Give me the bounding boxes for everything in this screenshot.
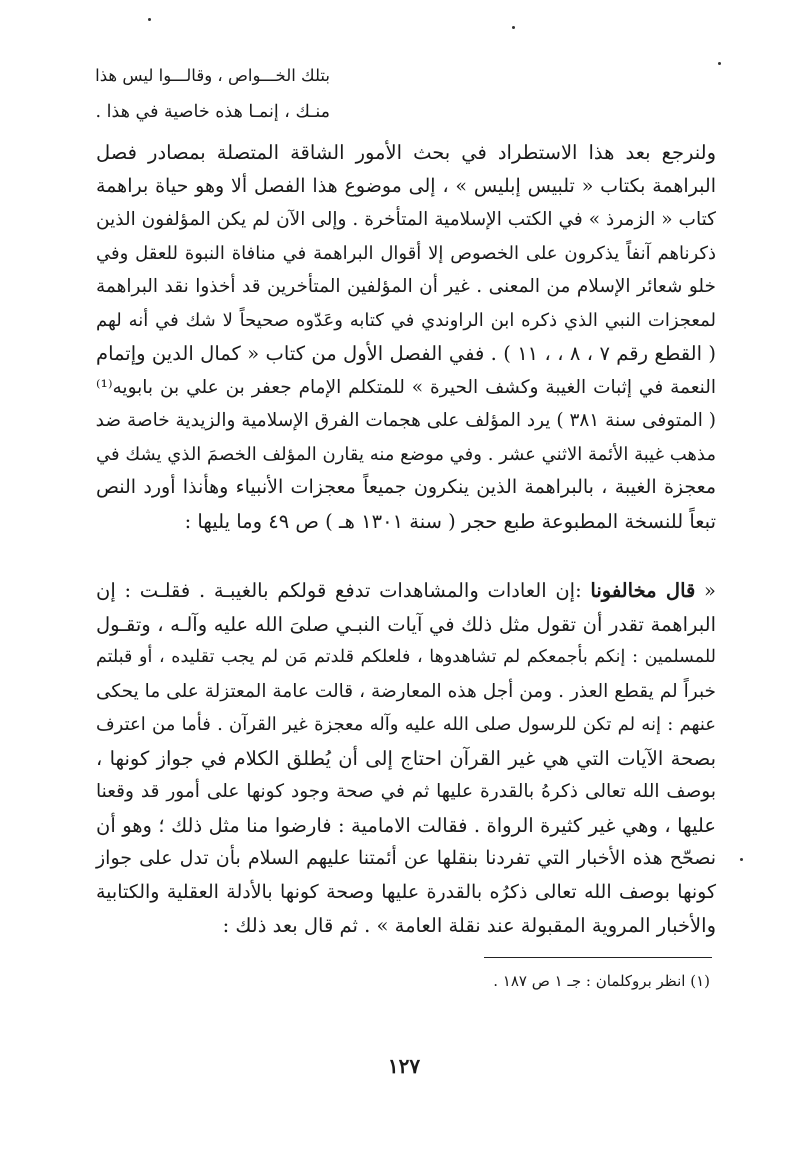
text-line: كونها بوصف الله تعالى ذكرُه بالقدرة عليها وصحة كونها بالأدلة العقلية والكتابية xyxy=(96,880,716,903)
footnote: (١) انظر بروكلمان : جـ ١ ص ١٨٧ . xyxy=(493,972,710,990)
text-line: والأخبار المروية المقبولة عند نقلة العامة » . ثم قال بعد ذلك : xyxy=(222,914,716,937)
text-line: للمسلمين : إنكم بأجمعكم لم تشاهدوها ، فلعلكم قلدتم مَن لم يجب تقليده ، أو قبلتم xyxy=(96,647,716,667)
text-line: بوصف الله تعالى ذكرهُ بالقدرة عليها ثم في صحة وجود كونها على أمور قد وقعنا xyxy=(96,781,716,802)
paragraph-1 xyxy=(96,136,716,538)
text-line: تبعاً للنسخة المطبوعة طبع حجر ( سنة ١٣٠١ هـ ) ص ٤٩ وما يليها : xyxy=(184,509,716,533)
text-line: معجزة الغيبة ، بالبراهمة الذين ينكرون جميعاً معجزات الأنبياء وهأنذا أورد النص xyxy=(96,476,716,498)
quote-first-line: :إن العادات والمشاهدات تدفع قولكم بالغيبـة . فقلـت : إن xyxy=(96,579,582,602)
text-line: نصحّح هذه الأخبار التي تفردنا بنقلها عن أئمتنا عليهم السلام بأن تدل على جواز xyxy=(96,847,716,869)
text-line: ( المتوفى سنة ٣٨١ ) يرد المؤلف على هجمات الفرق الإسلامية والزيدية خاصة ضد xyxy=(95,410,716,431)
text-line: عليها ، وهي غير كثيرة الرواة . فقالت الامامية : فارضوا منا مثل ذلك ؛ وهو أن xyxy=(96,813,716,837)
page-number: ١٢٧ xyxy=(387,1054,421,1078)
text-line: النعمة في إثبات الغيبة وكشف الحيرة » للمتكلم الإمام جعفر بن علي بن بابويه⁽¹⁾ xyxy=(96,376,716,398)
text-line: بصحة الآيات التي هي غير القرآن احتاج إلى أن يُطلق الكلام في جواز كونها ، xyxy=(96,746,716,770)
text-line: مذهب غيبة الأئمة الاثني عشر . وفي موضع منه يقارن المؤلف الخصمَ الذي يشك في xyxy=(96,443,716,465)
text-line: البراهمة بكتاب « تلبيس إبليس » ، إلى موضوع هذا الفصل ألا وهو حياة براهمة xyxy=(96,174,716,197)
footnote-separator xyxy=(484,957,712,958)
text-line: لمعجزات النبي الذي ذكره ابن الراوندي في كتابه وعَدّوه صحيحاً لا شك في أنه لهم xyxy=(96,309,716,331)
print-speck xyxy=(740,858,743,861)
text-line: ولنرجع بعد هذا الاستطراد في بحث الأمور الشاقة المتصلة بمصادر فصل xyxy=(96,141,716,164)
print-speck xyxy=(512,26,515,29)
verse-line-2: منـك ، إنمـا هذه خاصية في هذا . xyxy=(95,102,330,122)
quote-lead: قال مخالفونا xyxy=(590,579,696,602)
print-speck xyxy=(718,62,721,65)
text-line: البراهمة تقدر أن تقول مثل ذلك في آيات النبـي صلىَ الله عليه وآلـه ، وتقـول xyxy=(96,612,716,636)
paragraph-2-quotation xyxy=(96,574,716,943)
print-speck xyxy=(148,18,151,21)
text-line: خلو شعائر الإسلام من المعنى . غير أن المؤلفين المتأخرين قد أخذوا نقد البراهمة xyxy=(96,276,716,297)
verse-block xyxy=(90,58,330,130)
text-line: ذكرناهم آنفاً يذكرون على الخصوص إلا أقوال البراهمة في منافاة النبوة للعقل وفي xyxy=(96,242,716,264)
text-line: ( القطع رقم ٧ ، ٨ ، ، ١١ ) . ففي الفصل الأول من كتاب « كمال الدين وإتمام xyxy=(96,342,716,365)
text-line: كتاب « الزمرذ » في الكتب الإسلامية المتأخرة . وإلى الآن لم يكن المؤلفون الذين xyxy=(96,209,716,230)
verse-line-1: بتلك الخـــواص ، وقالـــوا ليس هذا xyxy=(95,66,330,85)
text-line: عنهم : إنه لم تكن للرسول صلى الله عليه وآله معجزة غير القرآن . فأما من اعترف xyxy=(96,714,716,735)
text-line: « قال مخالفونا :إن العادات والمشاهدات تدفع قولكم بالغيبـة . فقلـت : إن xyxy=(96,579,716,602)
text-line: خبراً لم يقطع العذر . ومن أجل هذه المعارضة ، قالت عامة المعتزلة على ما يحكى xyxy=(96,680,716,702)
